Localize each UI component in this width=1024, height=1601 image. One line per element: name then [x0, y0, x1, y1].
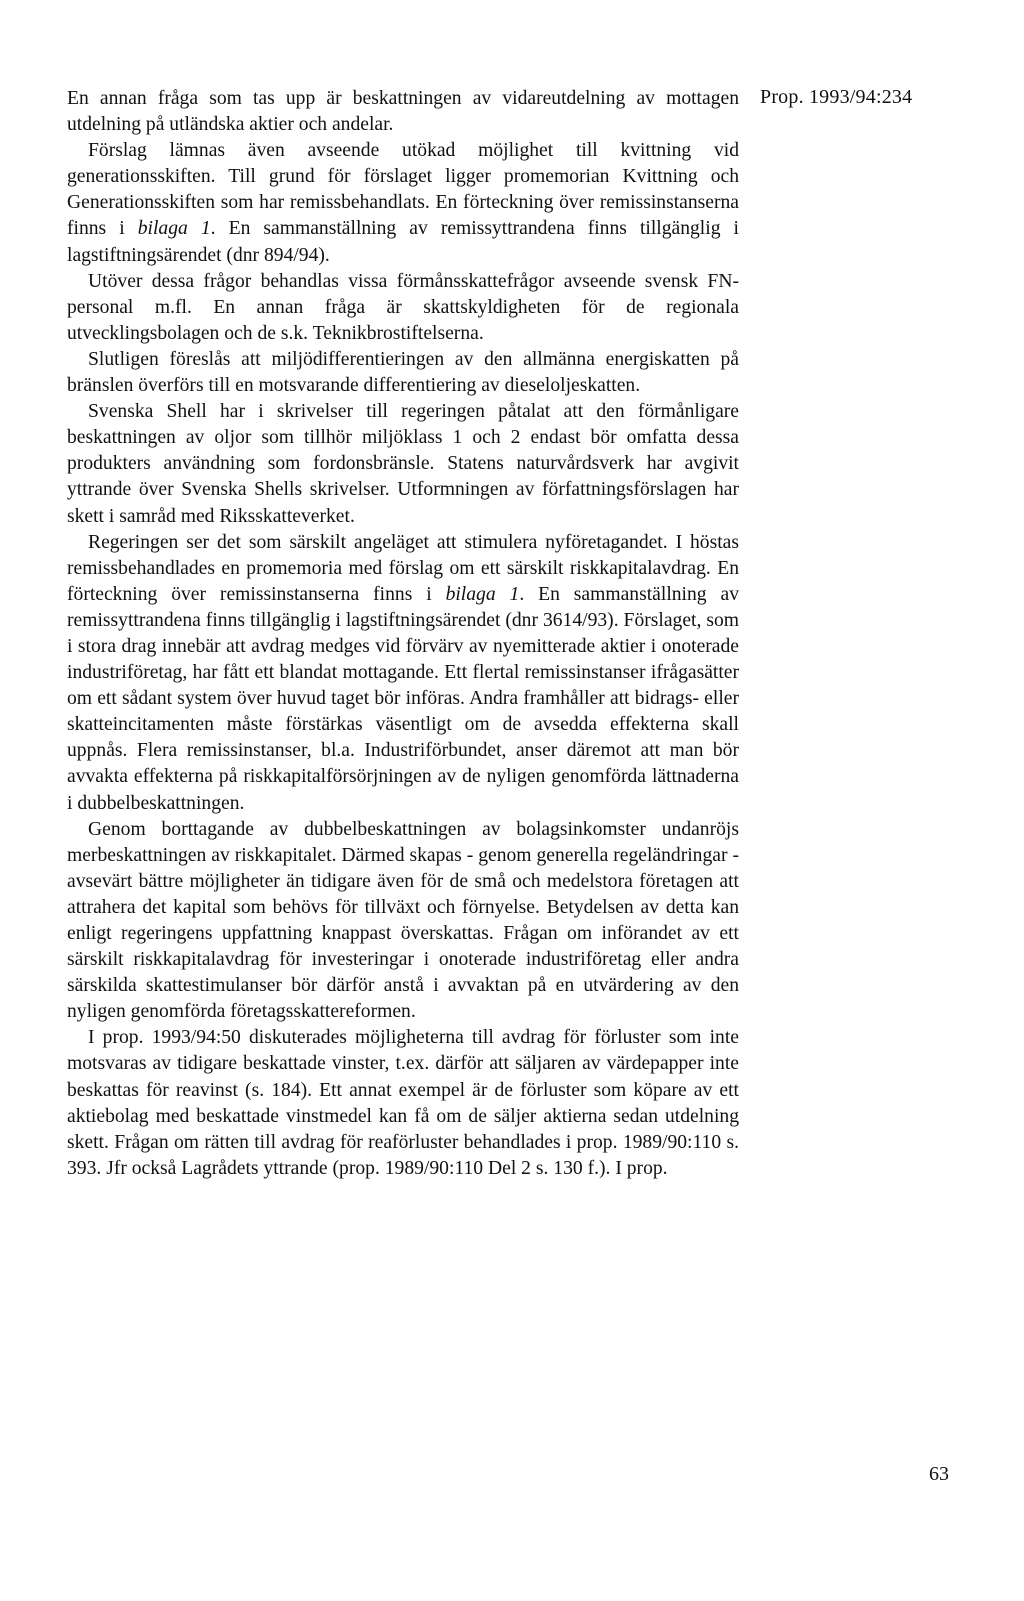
text-run: En annan fråga som tas upp är beskattningen av vidareutdelning av mottagen utdelning på utländska aktier och andelar.: [67, 88, 739, 136]
text-run: Genom borttagande av dubbelbeskattningen av bolagsinkomster undanröjs merbeskattningen av riskkapitalet. Därmed skapas - genom generella regeländringar - avsevärt bättre möjligheter än tidigare även för de små och medelstora företagen att attrahera det kapital som behövs för tillväxt och förnyelse. Betydelsen av detta kan enligt regeringens uppfattning knappast överskattas. Frågan om införandet av ett särskilt riskkapitalavdrag för investeringar i onoterade industriföretag eller andra särskilda skattestimulanser bör därför anstå i avvaktan på en utvärdering av den nyligen genomförda företagsskattereformen.: [67, 818, 739, 1023]
text-run: Regeringen ser det som särskilt angeläget att stimulera nyföretagandet. I höstas remissbehandlades en promemoria med förslag om ett särskilt riskkapitalavdrag. En förteckning över remissinstanserna finns i: [67, 531, 739, 605]
text-run: Slutligen föreslås att miljödifferentieringen av den allmänna energiskatten på bränslen överförs till en motsvarande differentiering av dieseloljeskatten.: [67, 348, 739, 397]
text-run: Svenska Shell har i skrivelser till regeringen påtalat att den förmånligare beskattningen av oljor som tillhör miljöklass 1 och 2 endast bör omfatta dessa produkters användning som fordonsbränsle. Statens naturvårdsverk har avgivit yttrande över Svenska Shells skrivelser. Utformningen av författningsförslagen har skett i samråd med Riksskatteverket.: [67, 401, 739, 527]
text-run: . En sammanställning av remissyttrandena finns tillgänglig i lagstiftningsärendet (dnr 894/94).: [67, 218, 739, 266]
paragraph: [67, 530, 739, 817]
text-run: Utöver dessa frågor behandlas vissa förmånsskattefrågor avseende svensk FN-personal m.fl. En annan fråga är skattskyldigheten för de regionala utvecklingsbolagen och de s.k. Teknikbrostiftelserna.: [67, 270, 739, 344]
page-reference: Prop. 1993/94:234: [760, 86, 913, 108]
text-run: I prop. 1993/94:50 diskuterades möjligheterna till avdrag för förluster som inte motsvaras av tidigare beskattade vinster, t.ex. därför att säljaren av värdepapper inte beskattas för reavinst (s. 184). Ett annat exempel är de förluster som köpare av ett aktiebolag med beskattade vinstmedel kan få om de säljer aktierna sedan utdelning skett. Frågan om rätten till avdrag för reaförluster behandlades i prop. 1989/90:110 s. 393. Jfr också Lagrådets yttrande (prop. 1989/90:110 Del 2 s. 130 f.). I prop.: [67, 1027, 739, 1179]
paragraph: [67, 1025, 739, 1182]
body-text: [67, 86, 739, 1182]
emphasis-run: bilaga 1: [445, 583, 520, 605]
text-run: . En sammanställning av remissyttrandena finns tillgänglig i lagstiftningsärendet (dnr 3614/93). Förslaget, som i stora drag innebär att avdrag medges vid förvärv av nyemitterade aktier i onoterade industriföretag, har fått ett blandat mottagande. Ett flertal remissinstanser ifrågasätter om ett sådant system över huvud taget bör införas. Andra framhåller att bidrags- eller skatteincitamenten måste förstärkas väsentligt om de avsedda effekterna skall uppnås. Flera remissinstanser, bl.a. Industriförbundet, anser däremot att man bör avvakta effekterna på riskkapitalförsörjningen av de nyligen genomförda lättnaderna i dubbelbeskattningen.: [67, 583, 739, 814]
paragraph: [67, 86, 739, 138]
text-run: Förslag lämnas även avseende utökad möjlighet till kvittning vid generationsskiften. Till grund för förslaget ligger promemorian Kvittning och Generationsskiften som har remissbehandlats. En förteckning över remissinstanserna finns i: [67, 140, 739, 240]
emphasis-run: bilaga 1: [137, 218, 211, 240]
paragraph: [67, 817, 739, 1026]
paragraph: [67, 269, 739, 347]
page-number: 63: [929, 1463, 949, 1485]
paragraph: [67, 138, 739, 268]
paragraph: [67, 347, 739, 399]
paragraph: [67, 399, 739, 529]
